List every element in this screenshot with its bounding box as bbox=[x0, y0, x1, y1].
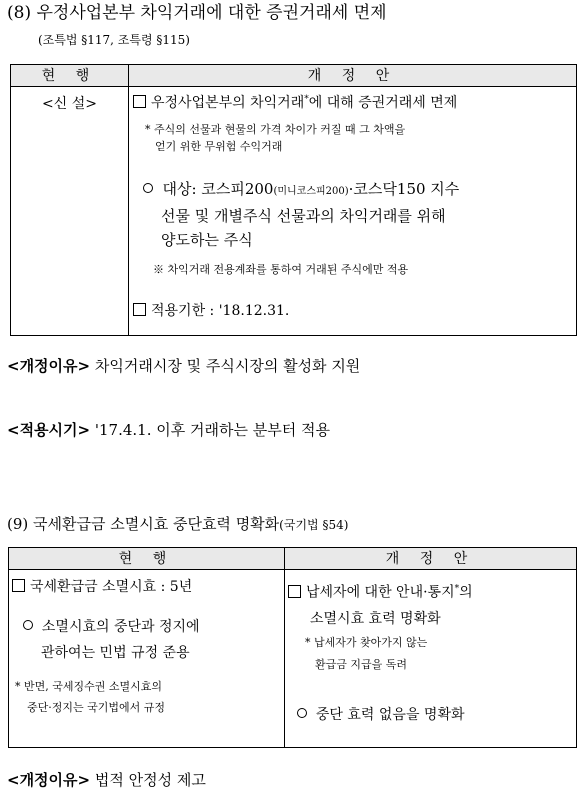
current-bullet: 소멸시효의 중단과 정지에 관하여는 민법 규정 준용 bbox=[23, 614, 200, 666]
proposed9-item1: 납세자에 대한 안내·통지*의 소멸시효 효력 명확화 bbox=[288, 576, 473, 632]
proposed-item2: 적용기한 : '18.12.31. bbox=[133, 300, 289, 320]
square-bullet-icon bbox=[133, 303, 146, 316]
section9-proposed-cell bbox=[285, 570, 577, 748]
current-item1: 국세환급금 소멸시효 : 5년 bbox=[12, 576, 192, 596]
section9-title: (9) 국세환급금 소멸시효 중단효력 명확화(국기법 §54) bbox=[7, 515, 349, 533]
section8-apply-date: <적용시기> '17.4.1. 이후 거래하는 분부터 적용 bbox=[7, 421, 330, 439]
square-bullet-icon bbox=[12, 579, 25, 592]
section9-reason: <개정이유> 법적 안정성 제고 bbox=[7, 771, 206, 789]
proposed-item1: 우정사업본부의 차익거래*에 대해 증권거래세 면제 bbox=[133, 92, 457, 112]
circle-bullet-icon bbox=[297, 708, 307, 718]
section8-col-proposed: 개 정 안 bbox=[129, 65, 577, 87]
section8-table bbox=[10, 64, 577, 336]
current-note: * 반면, 국세징수권 소멸시효의 중단·정지는 국기법에서 규정 bbox=[15, 680, 166, 714]
proposed9-bullet: 중단 효력 없음을 명확화 bbox=[297, 704, 465, 724]
section8-col-current: 현 행 bbox=[11, 65, 129, 87]
current-new-label: <신 설> bbox=[42, 96, 97, 112]
section9-col-proposed: 개 정 안 bbox=[285, 548, 577, 570]
section8-reason: <개정이유> 차익거래시장 및 주식시장의 활성화 지원 bbox=[7, 357, 361, 375]
proposed-note1: * 주식의 선물과 현물의 가격 차이가 커질 때 그 차액을 얻기 위한 무위험 수익거래 bbox=[145, 123, 406, 153]
square-bullet-icon bbox=[288, 585, 301, 598]
circle-bullet-icon bbox=[23, 620, 33, 630]
section8-current-cell bbox=[11, 87, 129, 336]
section8-proposed-cell bbox=[129, 87, 577, 336]
section8-title: (8) 우정사업본부 차익거래에 대한 증권거래세 면제 bbox=[7, 3, 387, 23]
section9-table bbox=[8, 547, 577, 748]
proposed-note2: ※ 차익거래 전용계좌를 통하여 거래된 주식에만 적용 bbox=[153, 263, 409, 276]
proposed-target-bullet: 대상: 코스피200(미니코스피200)·코스닥150 지수 선물 및 개별주식 선물과의 차익거래를 위해 양도하는 주식 bbox=[143, 177, 459, 252]
circle-bullet-icon bbox=[143, 183, 153, 193]
section8-ref: (조특법 §117, 조특령 §115) bbox=[38, 33, 190, 47]
proposed9-note: * 납세자가 찾아가지 않는 환급금 지급을 독려 bbox=[305, 636, 428, 671]
section9-col-current: 현 행 bbox=[9, 548, 285, 570]
section9-current-cell bbox=[9, 570, 285, 748]
square-bullet-icon bbox=[133, 95, 146, 108]
